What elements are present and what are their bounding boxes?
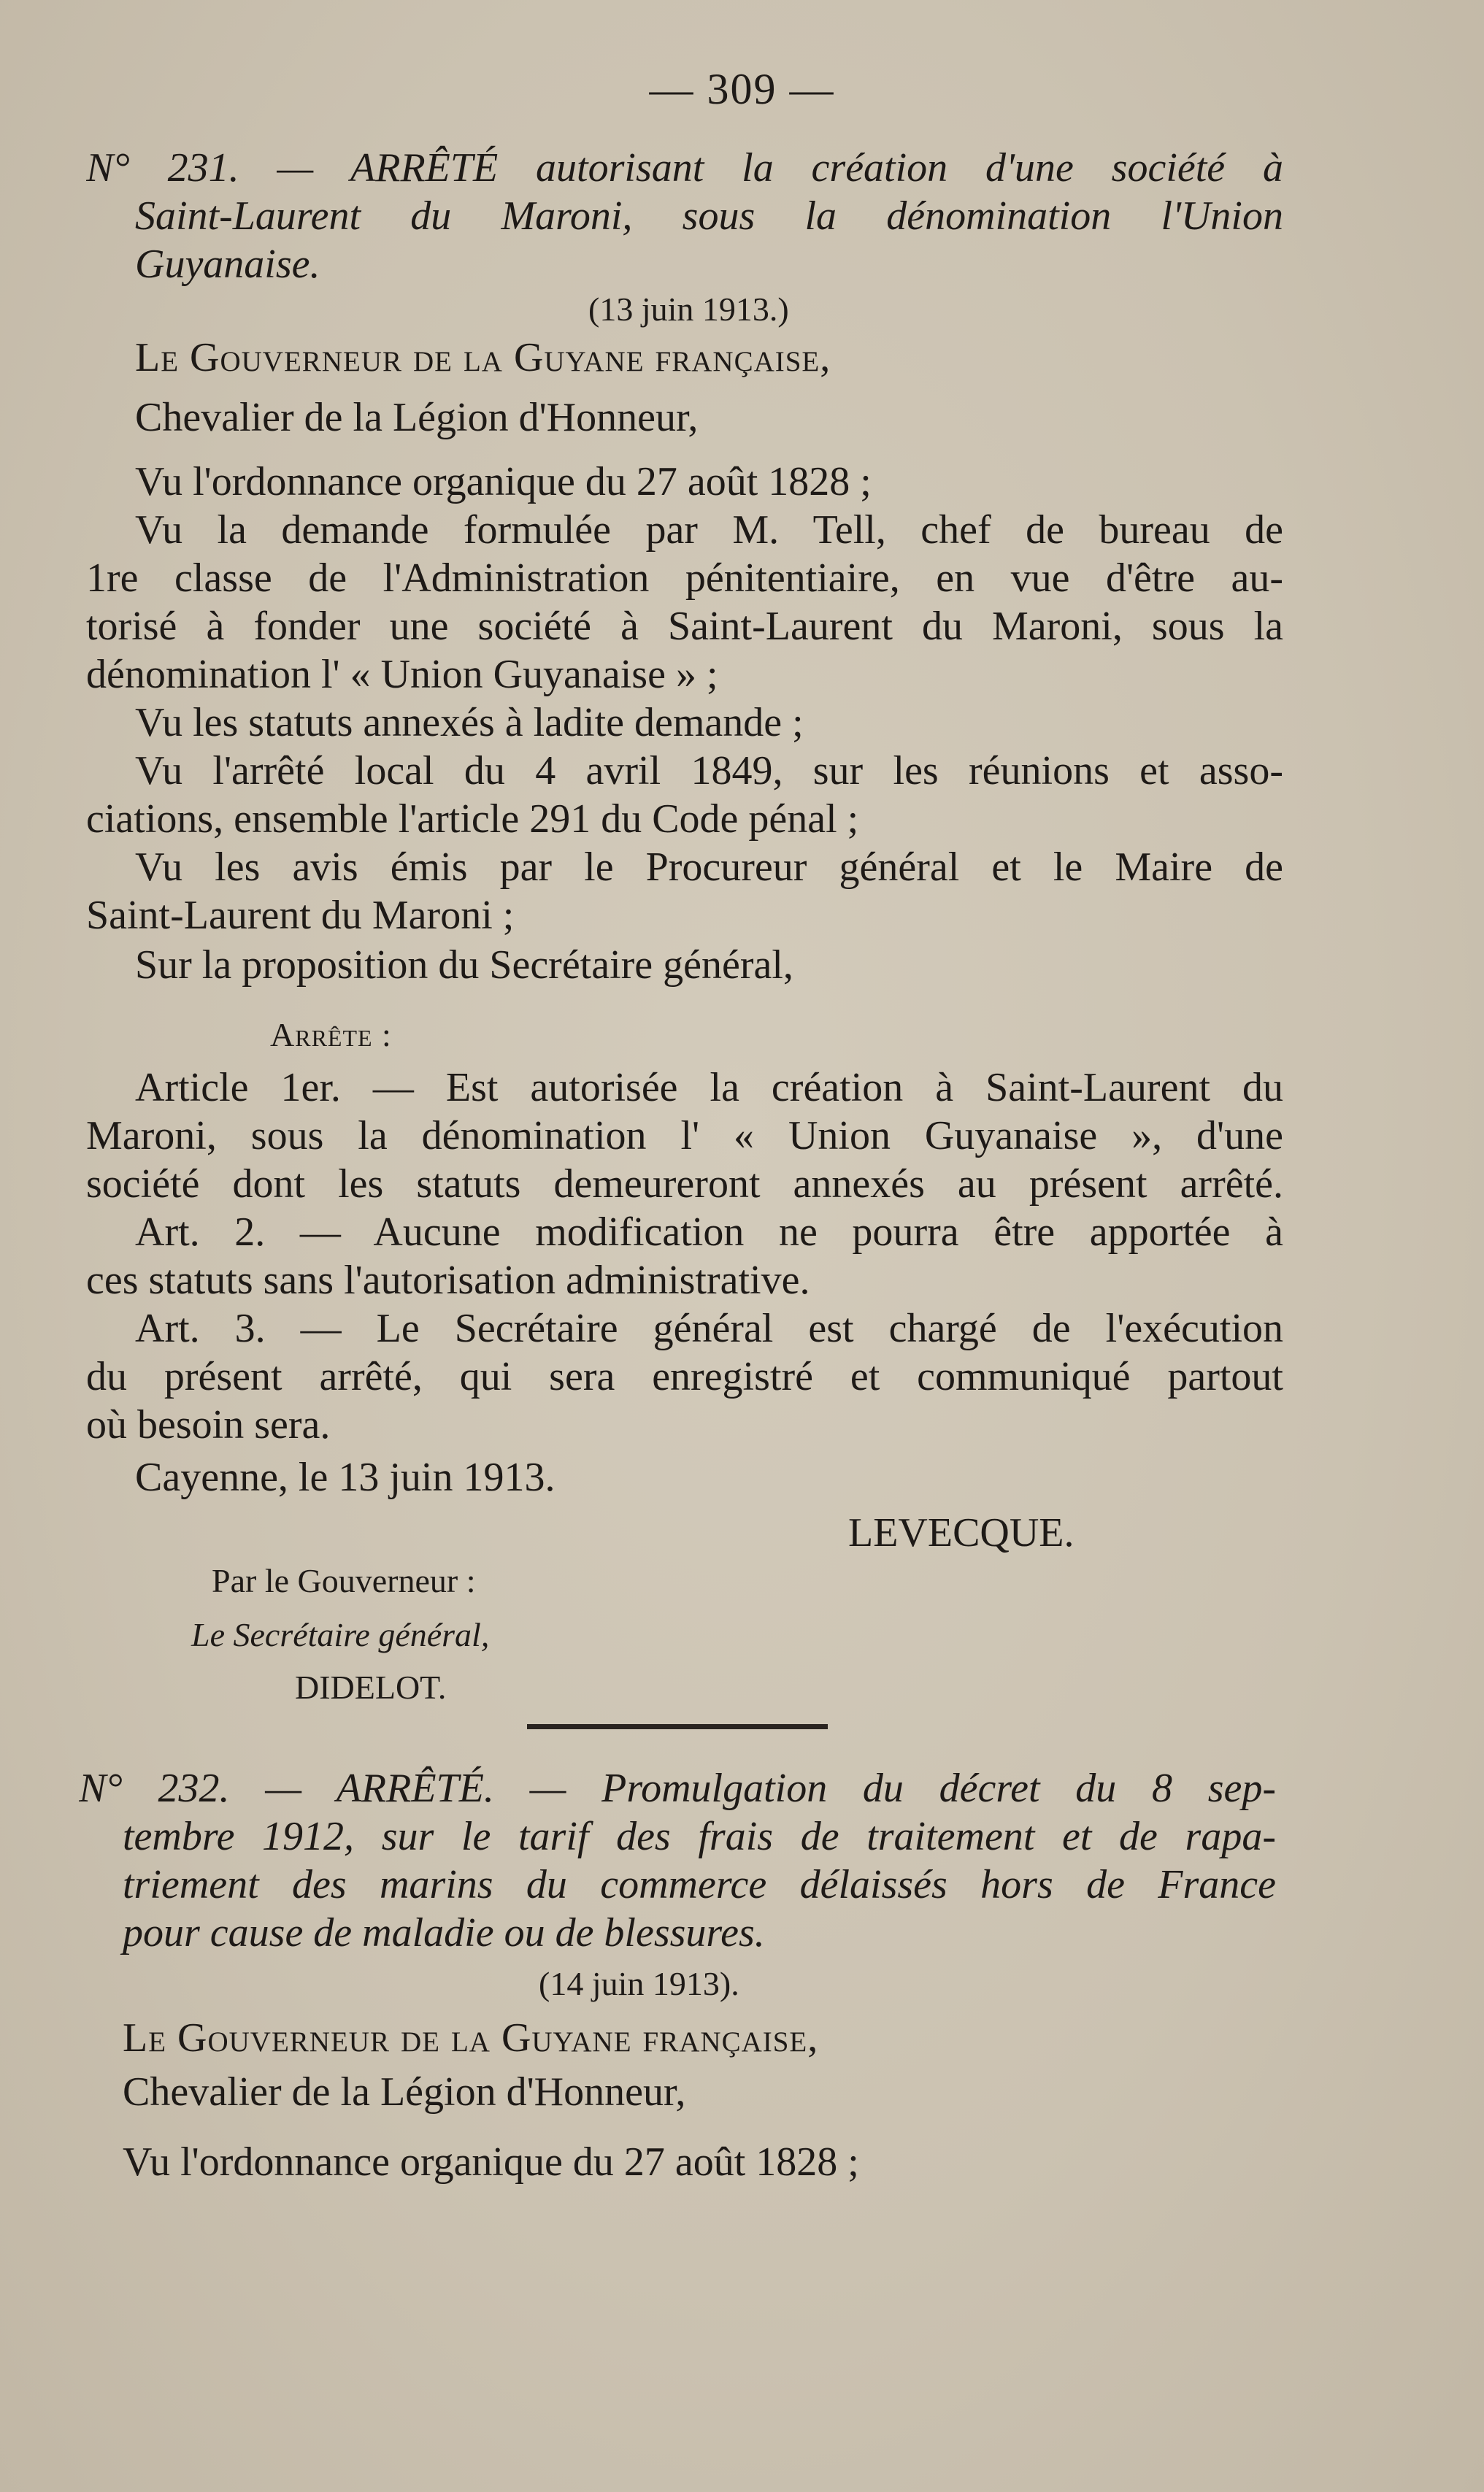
arrete-231-vu-statuts: Vu les statuts annexés à ladite demande ; <box>135 700 804 745</box>
arrete-232-gouverneur: Le Gouverneur de la Guyane française, <box>123 2015 819 2061</box>
arrete-232-date: (14 juin 1913). <box>539 1965 739 2002</box>
arrete-231-par-le-gouverneur: Par le Gouverneur : <box>212 1562 476 1599</box>
arrete-231-article-2-line-2: ces statuts sans l'autorisation administrative. <box>86 1258 810 1303</box>
arrete-231-article-3-line-2: du présent arrêté, qui sera enregistré et communiqué partout <box>86 1354 1283 1399</box>
arrete-232-title-line-1: N° 232. — ARRÊTÉ. — Promulgation du décret du 8 sep- <box>79 1766 1276 1811</box>
arrete-232-vu-ordonnance: Vu l'ordonnance organique du 27 août 1828 ; <box>123 2139 859 2185</box>
section-divider <box>527 1724 828 1729</box>
arrete-231-vu-demande-line-2: 1re classe de l'Administration pénitentiaire, en vue d'être au- <box>86 555 1283 601</box>
arrete-231-vu-arrete-local-line-1: Vu l'arrêté local du 4 avril 1849, sur les réunions et asso- <box>135 748 1283 793</box>
arrete-231-vu-demande-line-4: dénomination l' « Union Guyanaise » ; <box>86 652 718 697</box>
arrete-231-vu-avis-line-2: Saint-Laurent du Maroni ; <box>86 893 515 938</box>
arrete-231-signature: LEVECQUE. <box>848 1510 1074 1555</box>
page-number: — 309 — <box>649 65 835 113</box>
arrete-231-vu-ordonnance: Vu l'ordonnance organique du 27 août 1828 ; <box>135 459 872 504</box>
arrete-232-chevalier: Chevalier de la Légion d'Honneur, <box>123 2069 686 2115</box>
arrete-231-title-line-3: Guyanaise. <box>135 242 320 287</box>
arrete-231-article-2-line-1: Art. 2. — Aucune modification ne pourra être apportée à <box>135 1210 1283 1255</box>
arrete-231-sur-proposition: Sur la proposition du Secrétaire général, <box>135 942 793 988</box>
arrete-231-article-3-line-3: où besoin sera. <box>86 1402 331 1447</box>
arrete-231-place-date: Cayenne, le 13 juin 1913. <box>135 1455 555 1500</box>
arrete-232-title-line-2: tembre 1912, sur le tarif des frais de traitement et de rapa- <box>123 1814 1276 1859</box>
arrete-231-secretaire-name: DIDELOT. <box>295 1669 447 1706</box>
arrete-231-chevalier: Chevalier de la Légion d'Honneur, <box>135 395 699 440</box>
arrete-231-gouverneur: Le Gouverneur de la Guyane française, <box>135 335 831 380</box>
arrete-231-article-1-line-3: société dont les statuts demeureront annexés au présent arrêté. <box>86 1161 1283 1207</box>
arrete-231-vu-demande-line-3: torisé à fonder une société à Saint-Laurent du Maroni, sous la <box>86 604 1283 649</box>
arrete-231-arrete-label: Arrête : <box>270 1016 392 1053</box>
arrete-231-vu-arrete-local-line-2: ciations, ensemble l'article 291 du Code pénal ; <box>86 796 859 842</box>
arrete-231-vu-demande-line-1: Vu la demande formulée par M. Tell, chef de bureau de <box>135 507 1283 553</box>
arrete-232-title-line-4: pour cause de maladie ou de blessures. <box>123 1910 765 1955</box>
arrete-231-date: (13 juin 1913.) <box>588 291 789 328</box>
arrete-232-title-line-3: triement des marins du commerce délaissés hors de France <box>123 1862 1276 1907</box>
arrete-231-article-1-line-1: Article 1er. — Est autorisée la création à Saint-Laurent du <box>135 1065 1283 1110</box>
arrete-231-title-line-1: N° 231. — ARRÊTÉ autorisant la création d'une société à <box>86 145 1283 191</box>
arrete-231-article-3-line-1: Art. 3. — Le Secrétaire général est chargé de l'exécution <box>135 1306 1283 1351</box>
arrete-231-article-1-line-2: Maroni, sous la dénomination l' « Union Guyanaise », d'une <box>86 1113 1283 1158</box>
arrete-231-secretaire-title: Le Secrétaire général, <box>191 1616 490 1653</box>
arrete-231-title-line-2: Saint-Laurent du Maroni, sous la dénomination l'Union <box>135 193 1283 239</box>
arrete-231-vu-avis-line-1: Vu les avis émis par le Procureur général et le Maire de <box>135 845 1283 890</box>
